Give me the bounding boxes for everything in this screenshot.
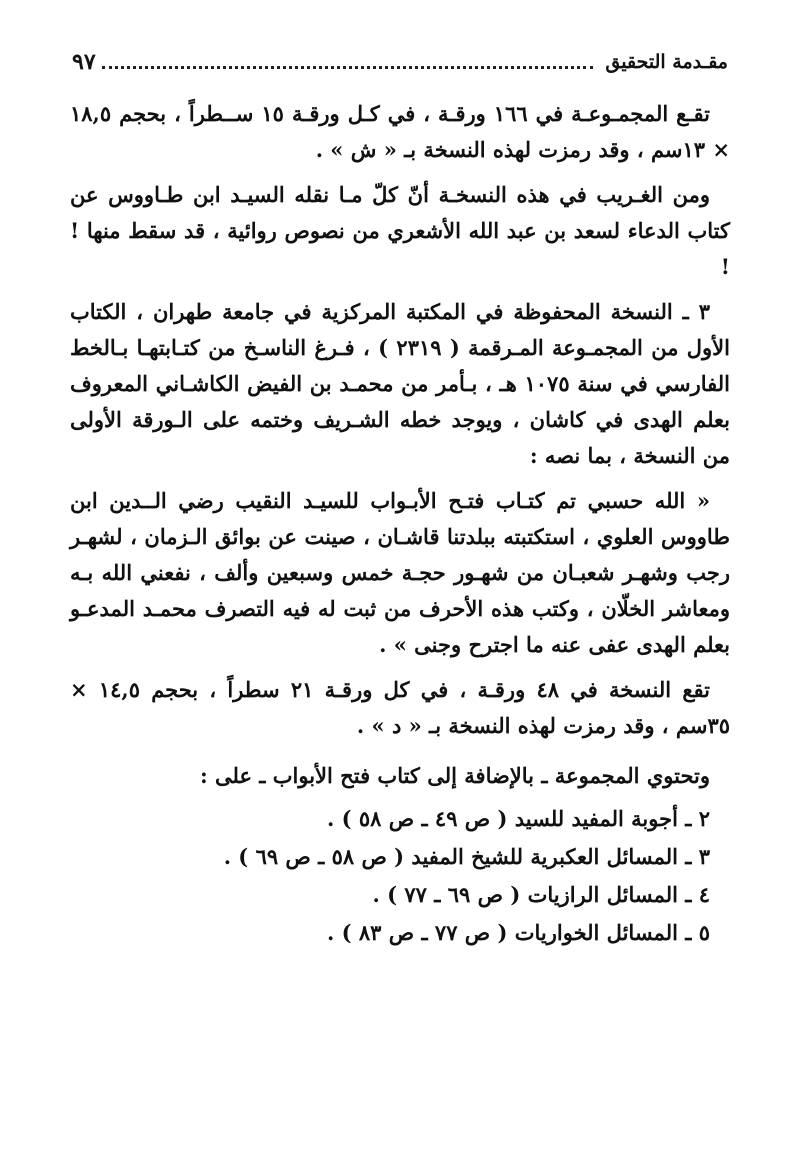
- header-title: مقـدمة التحقيق: [605, 51, 728, 73]
- header-dot-leader: [102, 66, 594, 69]
- paragraph-missing-texts: ومن الغـريب في هذه النسخـة أنّ كلّ مـا نقله السيـد ابن طـاووس عن كتاب الدعاء لسعد بن عبد الله الأشعري من نصوص روائية ، قد سقط منها ! !: [70, 182, 730, 279]
- page-body: [70, 96, 730, 952]
- list-item: ٢ ـ أجوبة المفيد للسيد ( ص ٤٩ ـ ص ٥٨ ) .: [327, 806, 710, 831]
- paragraph-tehran-copy: ٣ ـ النسخة المحفوظة في المكتبة المركزية في جامعة طهران ، الكتاب الأول من المجمـوعة المـرقمة ( ٢٣١٩ ) ، فـرغ الناسـخ من كتـابتهـا بـالخط الفارسي في سنة ١٠٧٥ هـ ، بـأمر من محمـد بن الفيض الكاشـاني المعروف بعلم الهدى في كاشان ، ويوجد خطه الشـريف وختمه على الـورقة الأولى من النسخة ، بما نصه :: [70, 299, 730, 468]
- paragraph-manuscript-size: تقـع المجمـوعـة في ١٦٦ ورقـة ، في كـل ورقـة ١٥ ســطراً ، بحجم ١٨,٥ × ١٣سم ، وقد رمزت لهذه النسخة بـ « ش » .: [70, 101, 730, 162]
- list-intro: وتحتوي المجموعة ـ بالإضافة إلى كتاب فتح الأبواب ـ على :: [199, 763, 710, 788]
- contents-list: [70, 800, 730, 952]
- list-item: ٥ ـ المسائل الخواريات ( ص ٧٧ ـ ص ٨٣ ) .: [327, 920, 710, 945]
- paragraph-copy-size: تقع النسخة في ٤٨ ورقـة ، في كل ورقـة ٢١ سطراً ، بحجم ١٤,٥ × ٣٥سم ، وقد رمزت لهذه النسخة بـ « د » .: [70, 677, 730, 738]
- running-header: [72, 44, 728, 80]
- paragraph-colophon-quote: « الله حسبي تم كتـاب فتـح الأبـواب للسيـد النقيب رضي الــدين ابن طاووس العلوي ، استكتبته ببلدتنا قاشـان ، صينت عن بوائق الـزمان ، لشهـر رجب وشهـر شعبـان من شهـور حجـة خمس وسبعين وألف ، نفعني الله بـه ومعاشر الخلّان ، وكتب هذه الأحرف من ثبت له فيه التصرف محمـد المدعـو بعلم الهدى عفى عنه ما اجترح وجنى » .: [70, 488, 730, 657]
- list-item: ٣ ـ المسائل العكبرية للشيخ المفيد ( ص ٥٨ ـ ص ٦٩ ) .: [223, 844, 710, 869]
- page-number: ٩٧: [72, 49, 96, 75]
- list-item: ٤ ـ المسائل الرازيات ( ص ٦٩ ـ ٧٧ ) .: [372, 882, 710, 907]
